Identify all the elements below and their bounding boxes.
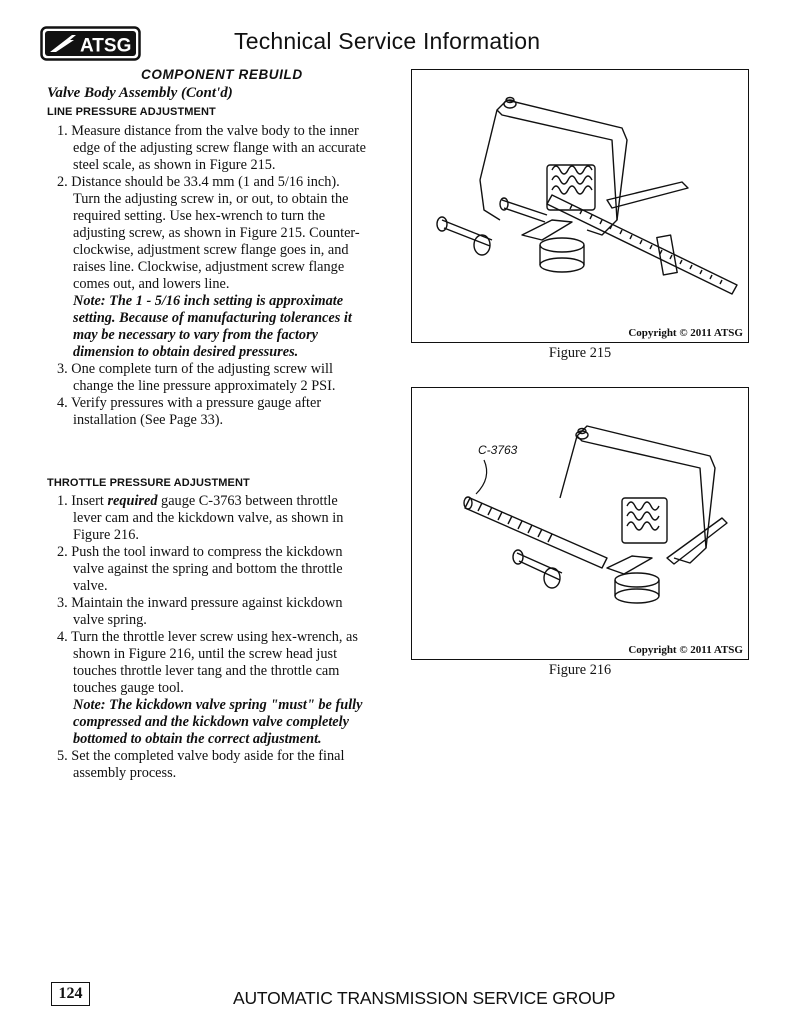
throttle-step-2: 2. Push the tool inward to compress the kickdown valve against the spring and bottom the throttle valve.: [57, 544, 343, 594]
line-pressure-steps: [57, 123, 367, 429]
line-pressure-heading: LINE PRESSURE ADJUSTMENT: [47, 106, 216, 118]
figure-215: [411, 69, 749, 343]
throttle-note: Note: The kickdown valve spring "must" be fully compressed and the kickdown valve completely bottomed to obtain the correct adjustment.: [73, 697, 363, 747]
throttle-step-1: 1. Insert required gauge C-3763 between throttle lever cam and the kickdown valve, as shown in Figure 216.: [57, 493, 344, 543]
figure-216-caption: Figure 216: [548, 662, 612, 678]
figure-216-illustration: [412, 388, 748, 638]
figure-216: [411, 387, 749, 660]
atsg-logo: [40, 26, 141, 61]
throttle-step-4: 4. Turn the throttle lever screw using hex-wrench, as shown in Figure 216, until the screw head just touches throttle lever tang and the throttle cam touches gauge tool.: [57, 629, 358, 696]
line-step-4: 4. Verify pressures with a pressure gauge after installation (See Page 33).: [57, 395, 322, 428]
line-step-2: 2. Distance should be 33.4 mm (1 and 5/16 inch). Turn the adjusting screw in, or out, to obtain the required setting. Use hex-wrench to turn the adjusting screw, as shown in Figure 215. Counter-clockwise, adjustment screw flange goes in, and raises line. Clockwise, adjustment screw flange comes out, and lowers line.: [57, 174, 360, 292]
section-title: COMPONENT REBUILD: [141, 67, 303, 82]
figure-215-illustration: [412, 70, 748, 320]
throttle-pressure-heading: THROTTLE PRESSURE ADJUSTMENT: [47, 477, 250, 489]
footer-company: AUTOMATIC TRANSMISSION SERVICE GROUP: [233, 988, 616, 1008]
page-title: Technical Service Information: [234, 28, 541, 54]
line-step-3: 3. One complete turn of the adjusting screw will change the line pressure approximately 2 PSI.: [57, 361, 336, 394]
throttle-step-3: 3. Maintain the inward pressure against kickdown valve spring.: [57, 595, 343, 628]
figure-215-copyright: Copyright © 2011 ATSG: [628, 327, 743, 339]
throttle-pressure-steps: [57, 493, 367, 782]
logo-text: ATSG: [80, 35, 132, 57]
page-number: 124: [51, 982, 90, 1006]
subsection-title: Valve Body Assembly (Cont'd): [47, 85, 233, 101]
figure-215-caption: Figure 215: [548, 345, 612, 361]
line-step-1: 1. Measure distance from the valve body to the inner edge of the adjusting screw flange with an accurate steel scale, as shown in Figure 215.: [57, 123, 366, 173]
tool-label: C-3763: [478, 443, 518, 457]
throttle-step-5: 5. Set the completed valve body aside for the final assembly process.: [57, 748, 345, 781]
figure-216-copyright: Copyright © 2011 ATSG: [628, 644, 743, 656]
line-note: Note: The 1 - 5/16 inch setting is approximate setting. Because of manufacturing tolerances it may be necessary to vary from the factory dimension to obtain desired pressures.: [73, 293, 352, 360]
